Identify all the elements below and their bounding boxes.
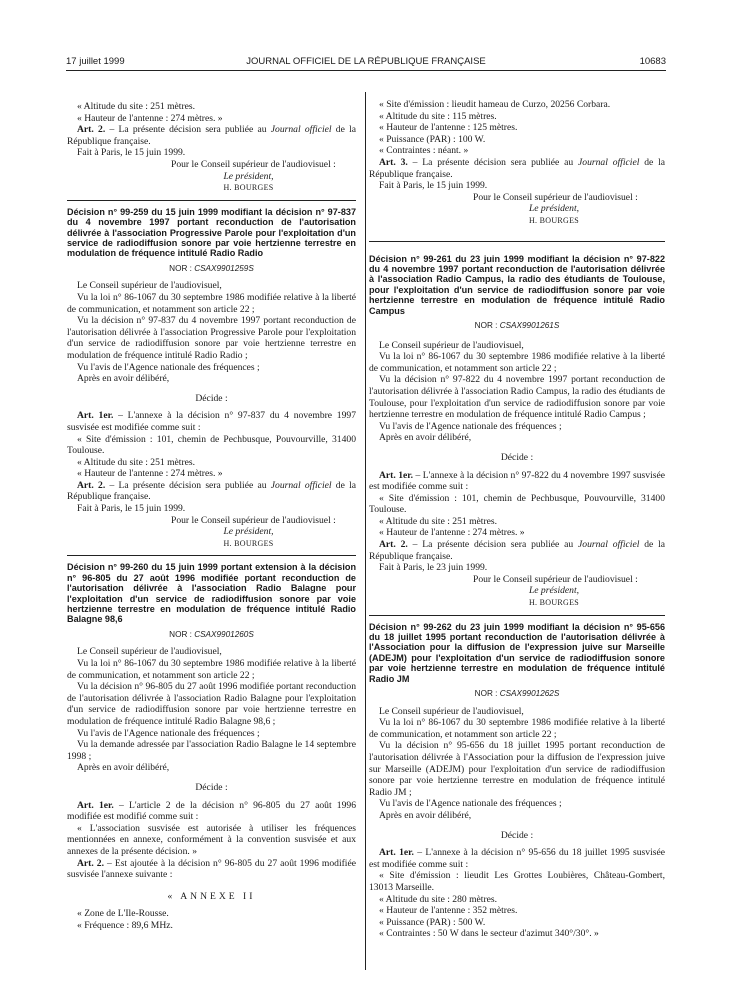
- paragraph: Le Conseil supérieur de l'audiovisuel,: [77, 646, 222, 658]
- paragraph: Vu la décision n° 97-837 du 4 novembre 1997 portant reconduction de l'autorisation délivrée à l'association Progressive Parole pour l'exploitation d'un service de radiodiffusion sonore par voie hertzienne terrestre en modulation de fréquence intitulé Radio Radio ;: [67, 315, 356, 361]
- paragraph: Vu la loi n° 86-1067 du 30 septembre 1986 modifiée relative à la liberté de communication, et notamment son article 22 ;: [67, 291, 356, 315]
- decide-heading: Décide :: [500, 829, 534, 841]
- header-title: JOURNAL OFFICIEL DE LA RÉPUBLIQUE FRANÇAISE: [246, 56, 486, 67]
- paragraph: Vu l'avis de l'Agence nationale des fréquences ;: [77, 361, 260, 373]
- paragraph: Vu la décision n° 97-822 du 4 novembre 1997 portant reconduction de l'autorisation délivrée à l'association Radio Campus, la radio des étudiants de Toulouse, pour l'exploitation d'un service de radiodiffusion sonore par voie hertzienne terrestre en modulation de fréquence intitulé Radio Campus ;: [369, 374, 665, 421]
- journal-title: Journal officiel: [270, 479, 332, 491]
- text: – Est ajoutée à la décision n° 96-805 du 27 août 1996 modifiée susvisée l'annexe suivante :: [67, 857, 356, 881]
- text-line: « Contraintes : 50 W dans le secteur d'azimut 340°/30°. »: [379, 928, 599, 940]
- text-line: « Hauteur de l'antenne : 352 mètres.: [379, 905, 518, 917]
- nor-reference: [369, 320, 665, 332]
- article-label: Art. 2.: [77, 124, 106, 136]
- paragraph: Après en avoir délibéré,: [77, 762, 170, 774]
- paragraph: Le Conseil supérieur de l'audiovisuel,: [379, 339, 524, 351]
- paragraph: Vu la loi n° 86-1067 du 30 septembre 1986 modifiée relative à la liberté de communication, et notamment son article 22 ;: [369, 717, 665, 740]
- text-line: « Site d'émission : lieudit Les Grottes Loubières, Château-Gombert, 13013 Marseille.: [369, 870, 665, 893]
- paragraph: Le Conseil supérieur de l'audiovisuel,: [77, 280, 222, 292]
- quoted-paragraph: « L'association susvisée est autorisée à utiliser les fréquences mentionnées en annexe, conformément à la convention susvisée et aux annexes de la présente décision. »: [67, 822, 356, 857]
- nor-reference: [369, 688, 665, 700]
- signature-for: Pour le Conseil supérieur de l'audiovisuel :: [171, 514, 336, 526]
- text: – La présente décision sera publiée au: [105, 479, 271, 491]
- text: – La présente décision sera publiée au: [407, 539, 579, 551]
- paragraph: Vu l'avis de l'Agence nationale des fréquences ;: [379, 798, 562, 810]
- text-line: « Altitude du site : 280 mètres.: [379, 893, 498, 905]
- article-paragraph: [67, 410, 356, 433]
- nor-label: NOR :: [169, 629, 195, 639]
- signature-name: H. BOURGES: [223, 538, 274, 548]
- text-line: « Hauteur de l'antenne : 125 mètres.: [379, 122, 518, 134]
- signature-role: [443, 585, 665, 597]
- article-label: Art. 1er.: [77, 799, 114, 811]
- article-paragraph: [67, 800, 356, 823]
- left-column: [67, 101, 356, 932]
- nor-code: CSAX9901260S: [194, 629, 254, 639]
- text-line: « Site d'émission : lieudit hameau de Curzo, 20256 Corbara.: [379, 99, 611, 110]
- role-text: Le président,: [528, 585, 580, 597]
- journal-title: Journal officiel: [578, 156, 640, 168]
- page-header: [66, 56, 666, 71]
- text-line: « Hauteur de l'antenne : 274 mètres. »: [77, 112, 223, 124]
- nor-reference: [67, 629, 356, 641]
- role-text: Le président,: [223, 170, 274, 182]
- column-divider: [365, 92, 366, 970]
- decide-heading: Décide :: [195, 782, 228, 793]
- signature-name: H. BOURGES: [223, 183, 274, 193]
- decision-title: Décision n° 99-260 du 15 juin 1999 portant extension à la décision n° 96-805 du 27 août 1996 modifiée portant reconduction de l'autorisation délivrée à l'association Radio Balagne pour l'exploitation d'un service de radiodiffusion sonore par voie hertzienne terrestre en modulation de fréquence intitulé Radio Balagne 98,6: [67, 562, 356, 625]
- text: – L'article 2 de la décision n° 96-805 du 27 août 1996 modifiée est modifié comme suit :: [67, 799, 356, 823]
- decide-heading: Décide :: [500, 451, 534, 463]
- paragraph: Le Conseil supérieur de l'audiovisuel,: [379, 705, 524, 717]
- paragraph: Vu la décision n° 96-805 du 27 août 1996 modifiée portant reconduction de l'autorisation délivrée à l'association Radio Balagne pour l'exploitation d'un service de radiodiffusion sonore par voie hertzienne terrestre en modulation de fréquence intitulé Radio Balagne 98,6 ;: [67, 681, 356, 728]
- article-paragraph: [369, 470, 665, 493]
- text-line: « Zone de L'Ile-Rousse.: [77, 908, 169, 920]
- article-paragraph: [369, 539, 665, 562]
- annexe-heading: « ANNEXE II: [167, 890, 256, 902]
- paragraph: Vu la loi n° 86-1067 du 30 septembre 1986 modifiée relative à la liberté de communication, et notamment son article 22 ;: [369, 351, 665, 374]
- signature-for: Pour le Conseil supérieur de l'audiovisuel :: [473, 573, 638, 585]
- signature-for: Pour le Conseil supérieur de l'audiovisuel :: [171, 158, 336, 170]
- text-line: « Hauteur de l'antenne : 274 mètres. »: [77, 468, 223, 480]
- paragraph: Après en avoir délibéré,: [379, 810, 472, 821]
- text-line: « Puissance (PAR) : 100 W.: [379, 133, 486, 145]
- signature-name: H. BOURGES: [528, 598, 580, 608]
- decision-title: Décision n° 99-259 du 15 juin 1999 modifiant la décision n° 97-837 du 4 novembre 1997 portant reconduction de l'autorisation délivrée à l'association Progressive Parole pour l'exploitation d'un service de radiodiffusion sonore par voie hertzienne terrestre en modulation de fréquence intitulé Radio Radio: [67, 206, 356, 259]
- section-separator: [67, 555, 356, 556]
- nor-code: CSAX9901259S: [194, 263, 254, 273]
- section-separator: [67, 200, 356, 201]
- text-line: « Altitude du site : 251 mètres.: [77, 101, 196, 112]
- text-line: « Altitude du site : 115 mètres.: [379, 110, 497, 122]
- journal-title: Journal officiel: [270, 124, 332, 136]
- decision-title: Décision n° 99-261 du 23 juin 1999 modifiant la décision n° 97-822 du 4 novembre 1997 portant reconduction de l'autorisation délivrée à l'association Radio Campus, la radio des étudiants de Toulouse, pour l'exploitation d'un service de radiodiffusion sonore par voie hertzienne terrestre en modulation de fréquence intitulé Radio Campus: [369, 253, 665, 316]
- nor-label: NOR :: [474, 689, 500, 699]
- signature-role: [443, 203, 665, 215]
- article-paragraph: [369, 847, 665, 870]
- paragraph: Vu la décision n° 95-656 du 18 juillet 1995 portant reconduction de l'autorisation délivrée à l'Association pour la diffusion de l'expression juive sur Marseille (ADEJM) pour l'exploitation d'un service de radiodiffusion sonore par voie hertzienne terrestre en modulation de fréquence intitulé Radio JM ;: [369, 740, 665, 798]
- paragraph: Vu la loi n° 86-1067 du 30 septembre 1986 modifiée relative à la liberté de communication, et notamment son article 22 ;: [67, 658, 356, 681]
- paragraph: Après en avoir délibéré,: [379, 432, 472, 444]
- text: de la République française.: [369, 539, 666, 562]
- article-label: Art. 1er.: [379, 847, 414, 859]
- decide-heading: Décide :: [195, 392, 228, 404]
- right-column: [369, 99, 665, 940]
- nor-label: NOR :: [474, 320, 500, 330]
- article-paragraph: [67, 124, 356, 147]
- date-line: Fait à Paris, le 23 juin 1999.: [379, 562, 488, 574]
- text: – L'annexe à la décision n° 95-656 du 18 juillet 1995 susvisée est modifiée comme suit :: [369, 847, 666, 870]
- header-page-number: 10683: [639, 56, 666, 67]
- section-separator: [369, 615, 665, 616]
- text: de la République française.: [67, 124, 357, 147]
- signature-name: H. BOURGES: [528, 215, 580, 225]
- date-line: Fait à Paris, le 15 juin 1999.: [379, 180, 488, 192]
- article-paragraph: [369, 157, 665, 180]
- date-line: Fait à Paris, le 15 juin 1999.: [77, 147, 186, 159]
- text: de la République française.: [67, 479, 357, 503]
- role-text: Le président,: [223, 526, 274, 538]
- article-label: Art. 1er.: [379, 469, 414, 481]
- nor-label: NOR :: [169, 263, 195, 273]
- article-label: Art. 2.: [77, 479, 106, 491]
- text-line: « Contraintes : néant. »: [379, 145, 469, 157]
- text-line: « Altitude du site : 251 mètres.: [379, 515, 498, 527]
- section-separator: [369, 241, 665, 242]
- signature-role: [141, 526, 356, 538]
- article-label: Art. 3.: [379, 156, 408, 168]
- text: – L'annexe à la décision n° 97-822 du 4 novembre 1997 susvisée est modifiée comme suit :: [369, 469, 665, 493]
- text: – La présente décision sera publiée au: [407, 156, 579, 168]
- article-paragraph: [67, 480, 356, 503]
- signature-role: [141, 171, 356, 183]
- text-line: « Hauteur de l'antenne : 274 mètres. »: [379, 527, 525, 539]
- article-label: Art. 2.: [379, 539, 408, 551]
- text-line: « Fréquence : 89,6 MHz.: [77, 919, 173, 931]
- journal-title: Journal officiel: [578, 539, 640, 551]
- text-line: « Site d'émission : 101, chemin de Pechbusque, Pouvourville, 31400 Toulouse.: [67, 433, 356, 457]
- paragraph: Vu la demande adressée par l'association Radio Balagne le 14 septembre 1998 ;: [67, 739, 356, 762]
- paragraph: Vu l'avis de l'Agence nationale des fréquences ;: [379, 420, 562, 432]
- role-text: Le président,: [528, 203, 580, 215]
- paragraph: Après en avoir délibéré,: [77, 373, 170, 385]
- date-line: Fait à Paris, le 15 juin 1999.: [77, 503, 186, 515]
- text-line: « Altitude du site : 251 mètres.: [77, 456, 196, 468]
- text: de la République française.: [369, 156, 666, 180]
- nor-code: CSAX9901262S: [499, 689, 560, 699]
- text: – La présente décision sera publiée au: [105, 124, 271, 136]
- nor-code: CSAX9901261S: [499, 320, 560, 330]
- text: – L'annexe à la décision n° 97-837 du 4 novembre 1997 susvisée est modifiée comme suit :: [67, 410, 356, 433]
- article-label: Art. 2.: [77, 857, 104, 869]
- signature-for: Pour le Conseil supérieur de l'audiovisuel :: [473, 191, 638, 203]
- paragraph: Vu l'avis de l'Agence nationale des fréquences ;: [77, 727, 260, 739]
- text-line: « Site d'émission : 101, chemin de Pechbusque, Pouvourville, 31400 Toulouse.: [369, 492, 665, 516]
- article-paragraph: [67, 858, 356, 881]
- nor-reference: [67, 263, 356, 275]
- text-line: « Puissance (PAR) : 500 W.: [379, 916, 486, 928]
- header-date: 17 juillet 1999: [66, 56, 125, 67]
- article-label: Art. 1er.: [77, 410, 114, 422]
- decision-title: Décision n° 99-262 du 23 juin 1999 modifiant la décision n° 95-656 du 18 juillet 1995 portant reconduction de l'autorisation délivrée à l'Association pour la diffusion de l'expression juive sur Marseille (ADEJM) pour l'exploitation d'un service de radiodiffusion sonore par voie hertzienne terrestre en modulation de fréquence intitulé Radio JM: [369, 621, 665, 684]
